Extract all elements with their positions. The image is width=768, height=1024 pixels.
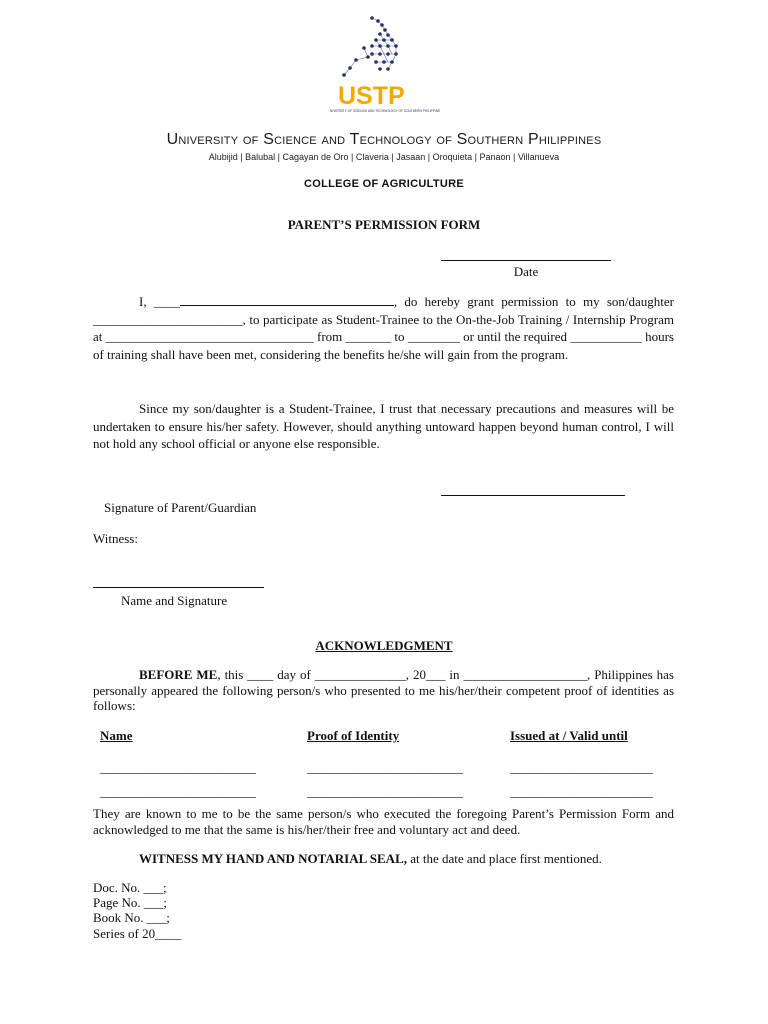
before-me: BEFORE ME [139, 667, 218, 682]
safety-paragraph: Since my son/daughter is a Student-Trainee, I trust that necessary precautions and measures will be undertaken to ensure his/her safety. However, should anything untoward happen beyond human control, I will not hold any school official or anyone else responsible. [93, 401, 674, 451]
book-no: Book No. ___; [93, 910, 170, 926]
page-no: Page No. ___; [93, 895, 168, 911]
acknowledgment-title: ACKNOWLEDGMENT [315, 638, 453, 653]
name-signature-label: Name and Signature [121, 593, 228, 608]
ustp-logo [330, 12, 440, 122]
table-cell: ______________________ [510, 760, 653, 775]
signature-label: Signature of Parent/Guardian [104, 500, 257, 515]
para1-start: I, ____ [139, 294, 180, 309]
known-paragraph: They are known to me to be the same person/s who executed the foregoing Parent’s Permission Form and acknowledged to me that the same is his/her/their free and voluntary act and deed. [93, 806, 674, 837]
university-name: University of Science and Technology of Southern Philippines [166, 131, 602, 148]
col-header-name: Name [100, 728, 133, 743]
col-header-issued: Issued at / Valid until [510, 728, 628, 743]
witness-seal-line [139, 850, 602, 868]
before-me-rest: , this ____ day of ______________, 20___ in ___________________, Philippines has personally appeared the following person/s who presented to me his/her/their competent proof of identities as follows: [93, 667, 674, 713]
series: Series of 20____ [93, 925, 182, 941]
table-cell: ________________________ [307, 760, 463, 775]
constellation-icon [330, 12, 440, 122]
para1-rest: , do hereby grant permission to my son/daughter _______________________, to participate as Student-Trainee to the On-the-Job Training / Internship Program at ________________________________ from _______ to ________ or until the required ___________ hours of training shall have been met, considering the benefits he/she will gain from the program. [93, 294, 674, 362]
permission-paragraph [93, 293, 674, 363]
witness-seal-bold: WITNESS MY HAND AND NOTARIAL SEAL, [139, 851, 407, 866]
col-header-proof: Proof of Identity [307, 728, 400, 743]
logo-text: USTP [338, 82, 405, 110]
acknowledgment-paragraph [93, 667, 674, 714]
date-line [441, 260, 611, 261]
campus-list: Alubijid | Balubal | Cagayan de Oro | Claveria | Jasaan | Oroquieta | Panaon | Villanueva [208, 152, 560, 162]
witness-line [93, 587, 264, 588]
witness-label: Witness: [93, 531, 138, 546]
doc-no: Doc. No. ___; [93, 880, 167, 895]
witness-seal-rest: at the date and place first mentioned. [407, 851, 602, 866]
table-cell: ________________________ [100, 784, 256, 799]
table-cell: ________________________ [307, 784, 463, 799]
table-cell: ______________________ [510, 784, 653, 799]
date-label: Date [513, 264, 539, 279]
notarial-details [93, 880, 181, 941]
signature-line [441, 495, 625, 496]
form-title: PARENT’S PERMISSION FORM [287, 217, 481, 232]
logo-subtext: UNIVERSITY OF SCIENCE AND TECHNOLOGY OF SOUTHERN PHILIPPINES [330, 109, 440, 113]
college-name: COLLEGE OF AGRICULTURE [304, 178, 464, 190]
table-cell: ________________________ [100, 760, 256, 775]
parent-name-line [180, 293, 394, 306]
